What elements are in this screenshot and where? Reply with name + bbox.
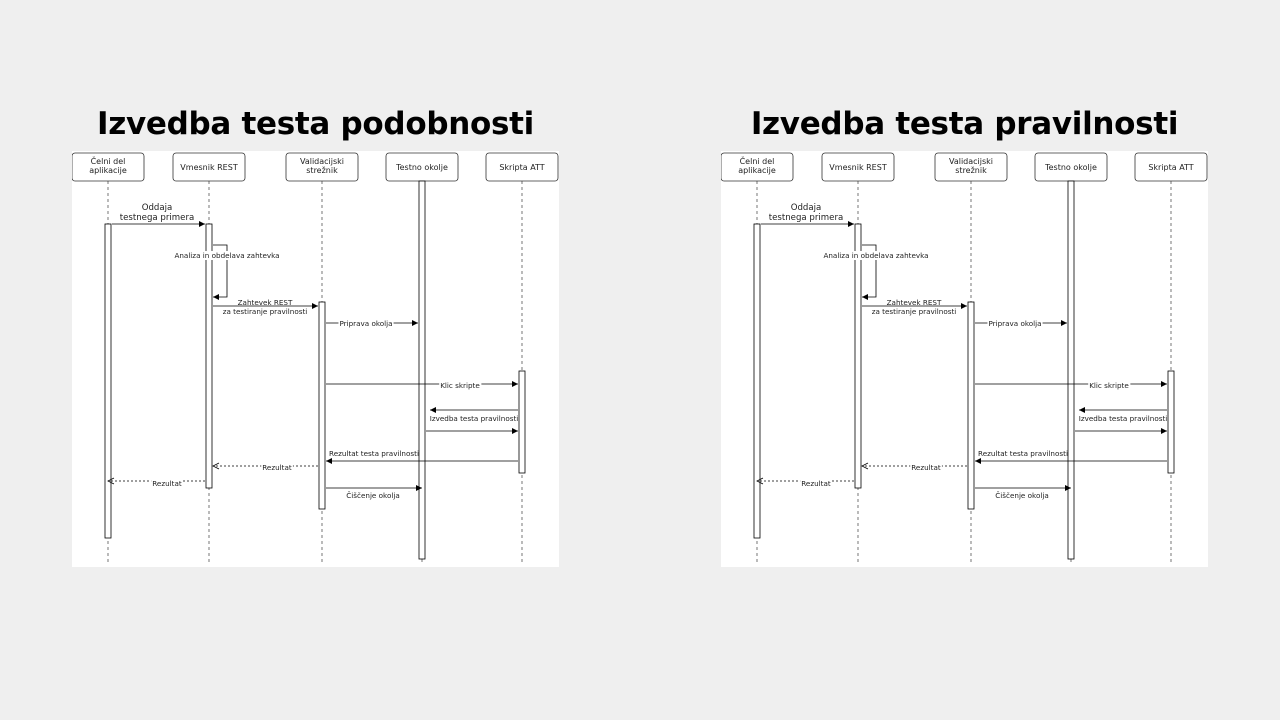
message: [975, 485, 1071, 500]
message-label: Zahtevek REST: [237, 298, 293, 307]
arrow-head: [848, 221, 854, 227]
message-label: Analiza in obdelava zahtevka: [174, 251, 280, 260]
participant-label-4: Skripta ATT: [1148, 163, 1194, 172]
message: [975, 319, 1067, 328]
arrow-head: [1061, 320, 1067, 326]
activation-bar-4: [519, 371, 525, 473]
arrow-head: [213, 294, 219, 300]
activation-bar-1: [855, 224, 861, 488]
message-label: Rezultat: [911, 463, 941, 472]
message: [108, 478, 205, 488]
message-label: Oddaja: [790, 203, 822, 213]
activation-bar-2: [968, 302, 974, 509]
activation-bar-3: [419, 181, 425, 559]
arrow-head: [512, 428, 518, 434]
message-label: Klic skripte: [440, 381, 480, 390]
activation-bar-4: [1168, 371, 1174, 473]
message-label: testnega primera: [119, 213, 195, 223]
message-label: Rezultat: [262, 463, 292, 472]
message-label: Priprava okolja: [339, 319, 393, 328]
arrow-head: [199, 221, 205, 227]
participant-label-0: Čelni del: [739, 157, 775, 166]
participant-label-1: Vmesnik REST: [180, 163, 238, 172]
activation-bar-0: [754, 224, 760, 538]
activation-bar-0: [105, 224, 111, 538]
arrow-head: [1079, 407, 1085, 413]
arrow-head: [1161, 428, 1167, 434]
message: [326, 319, 418, 328]
arrow-head: [862, 294, 868, 300]
message: [326, 485, 422, 500]
message-label: Analiza in obdelava zahtevka: [823, 251, 929, 260]
message: [213, 298, 318, 316]
message-label: Rezultat: [152, 479, 182, 488]
participant-label-2: Validacijski: [948, 157, 994, 166]
message-label: Izvedba testa pravilnosti: [1078, 414, 1168, 423]
participant-label-3: Testno okolje: [396, 163, 448, 172]
message-label: Priprava okolja: [988, 319, 1042, 328]
activation-bar-2: [319, 302, 325, 509]
activation-bar-1: [206, 224, 212, 488]
left-sequence-diagram: [72, 151, 559, 567]
message-label: testnega primera: [768, 213, 844, 223]
participant-label-0: aplikacije: [738, 166, 776, 175]
message-label: Klic skripte: [1089, 381, 1129, 390]
participant-label-2: strežnik: [306, 166, 338, 175]
message: [173, 245, 280, 300]
arrow-head: [1161, 381, 1167, 387]
left-panel-title: Izvedba testa podobnosti: [97, 106, 534, 142]
arrow-head: [512, 381, 518, 387]
participant-label-2: strežnik: [955, 166, 987, 175]
arrow-head: [412, 320, 418, 326]
message: [426, 414, 518, 434]
arrow-head: [975, 458, 981, 464]
participant-label-3: Testno okolje: [1045, 163, 1097, 172]
message-label: Oddaja: [141, 203, 173, 213]
participant-label-4: Skripta ATT: [499, 163, 545, 172]
message: [757, 478, 854, 488]
right-sequence-diagram: [721, 151, 1208, 567]
message-label: Čiščenje okolja: [995, 491, 1049, 500]
message-label: Rezultat: [801, 479, 831, 488]
message: [1075, 414, 1167, 434]
message-label: Rezultat testa pravilnosti: [329, 449, 419, 458]
arrow-head: [326, 458, 332, 464]
message: [862, 463, 967, 472]
message: [213, 463, 318, 472]
message: [430, 407, 518, 413]
message-label: za testiranje pravilnosti: [871, 307, 957, 316]
arrow-head: [312, 303, 318, 309]
participant-label-0: aplikacije: [89, 166, 127, 175]
right-panel-title: Izvedba testa pravilnosti: [750, 106, 1179, 142]
message-label: za testiranje pravilnosti: [222, 307, 308, 316]
message: [1079, 407, 1167, 413]
arrow-head: [430, 407, 436, 413]
participant-label-1: Vmesnik REST: [829, 163, 887, 172]
message: [822, 245, 929, 300]
message-label: Rezultat testa pravilnosti: [978, 449, 1068, 458]
message-label: Zahtevek REST: [886, 298, 942, 307]
message: [761, 203, 854, 227]
arrow-head: [961, 303, 967, 309]
message-label: Čiščenje okolja: [346, 491, 400, 500]
participant-label-0: Čelni del: [90, 157, 126, 166]
participant-label-2: Validacijski: [299, 157, 345, 166]
message: [862, 298, 967, 316]
activation-bar-3: [1068, 181, 1074, 559]
message-label: Izvedba testa pravilnosti: [429, 414, 519, 423]
message: [112, 203, 205, 227]
